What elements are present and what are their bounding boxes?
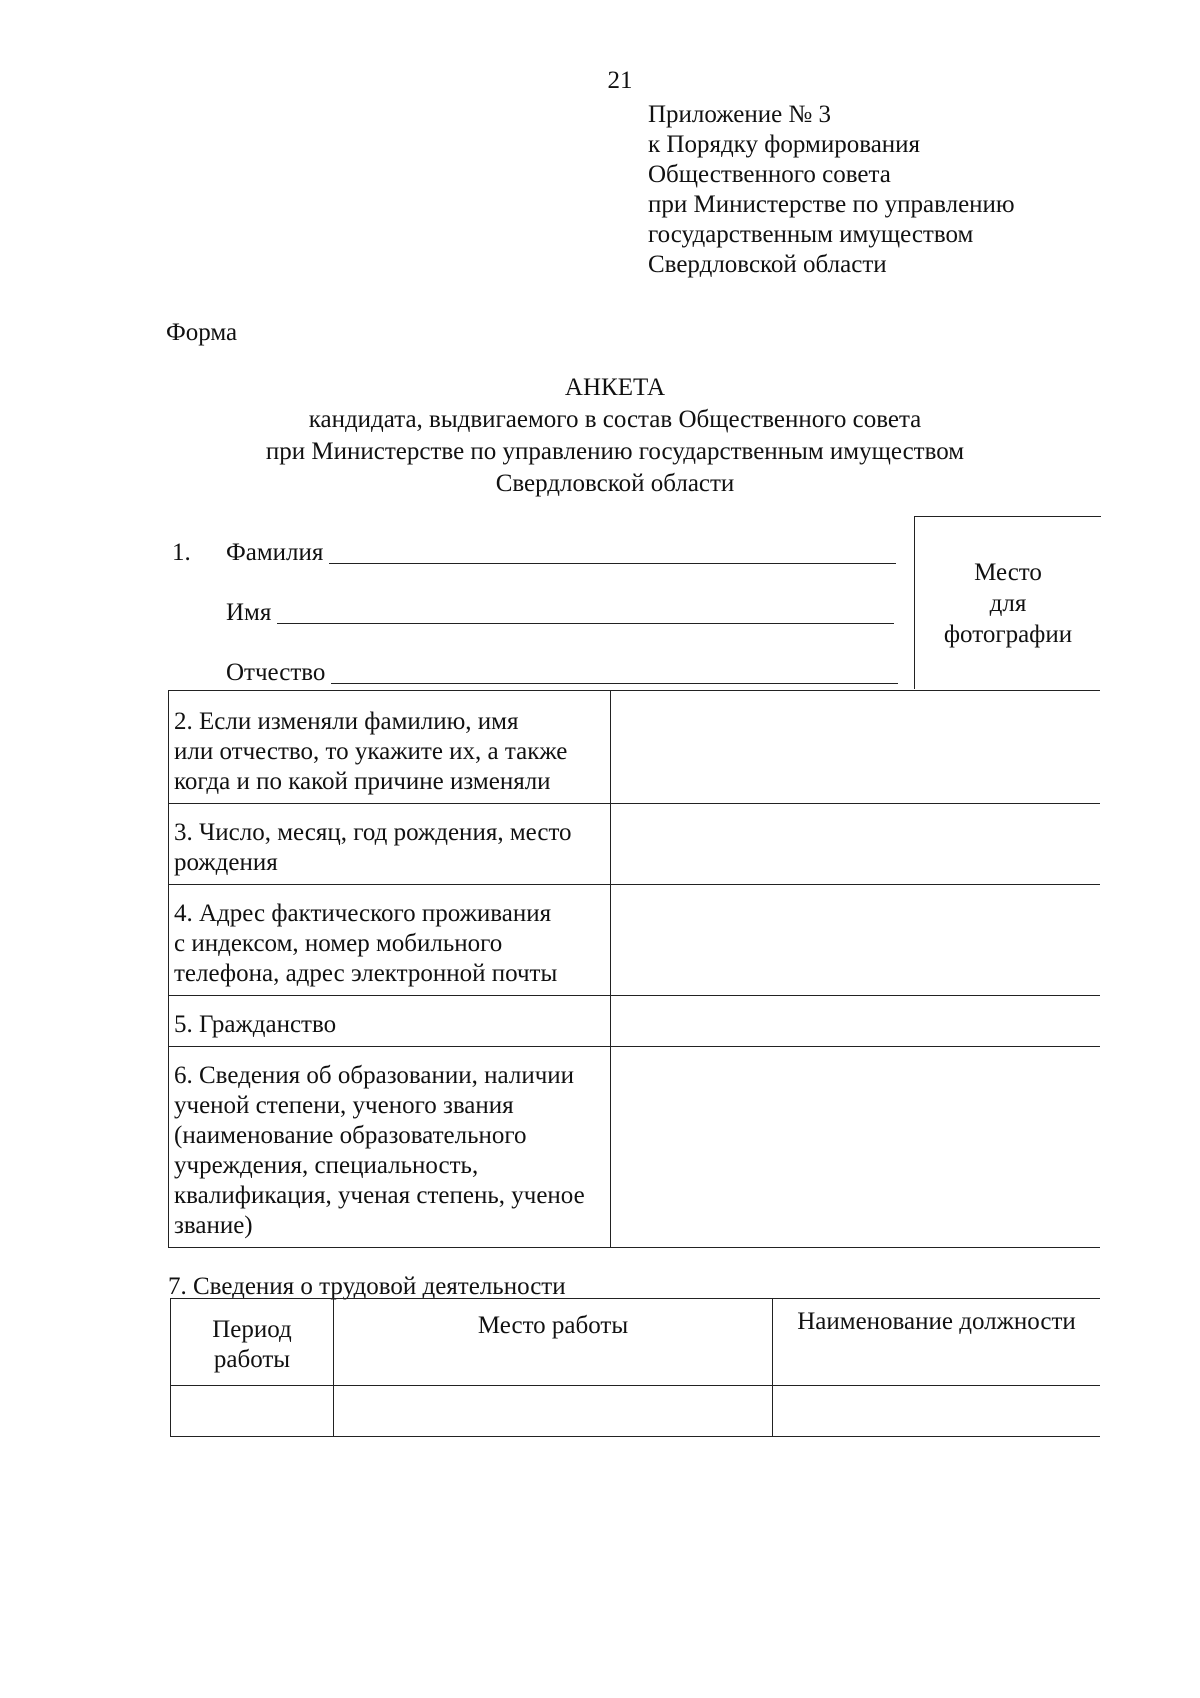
photo-label-line: фотографии — [943, 620, 1073, 648]
table-row — [171, 1386, 1101, 1437]
surname-row — [226, 538, 896, 568]
section-1-number: 1. — [172, 539, 191, 566]
surname-field[interactable] — [329, 541, 896, 564]
question-label: 6. Сведения об образовании, наличии ученой степени, ученого звания (наименование образовательного учреждения, специальность, квалификация, ученая степень, ученое звание) — [169, 1047, 611, 1248]
photo-label-line: Место — [974, 558, 1042, 586]
name-row — [226, 598, 894, 628]
question-label: 5. Гражданство — [169, 996, 611, 1047]
patronymic-label: Отчество — [226, 659, 326, 686]
appendix-line: при Министерстве по управлению — [648, 191, 1015, 218]
page-number: 21 — [607, 67, 633, 94]
form-label: Форма — [166, 319, 238, 346]
answer-cell[interactable] — [611, 885, 1101, 996]
answer-cell[interactable] — [611, 1047, 1101, 1248]
table-row — [169, 1047, 1101, 1248]
column-header-workplace: Место работы — [334, 1299, 773, 1386]
questionnaire-table — [168, 690, 1100, 1248]
column-header-period: Период работы — [171, 1299, 334, 1386]
table-header-row — [171, 1299, 1101, 1386]
question-label: 2. Если изменяли фамилию, имя или отчество, то укажите их, а также когда и по какой причине изменяли — [169, 691, 611, 804]
question-label: 4. Адрес фактического проживания с индексом, номер мобильного телефона, адрес электронной почты — [169, 885, 611, 996]
title-subtitle-line: Свердловской области — [495, 470, 735, 497]
appendix-line: Свердловской области — [648, 251, 887, 278]
column-header-position: Наименование должности — [773, 1299, 1101, 1386]
photo-label-line: для — [989, 589, 1027, 617]
title-subtitle-line: кандидата, выдвигаемого в состав Общественного совета — [308, 406, 922, 433]
appendix-line: к Порядку формирования — [648, 131, 921, 158]
answer-cell[interactable] — [611, 996, 1101, 1047]
appendix-line: государственным имуществом — [648, 221, 974, 248]
surname-label: Фамилия — [226, 539, 324, 566]
table-row — [169, 804, 1101, 885]
patronymic-row — [226, 658, 898, 688]
workplace-cell[interactable] — [334, 1386, 773, 1437]
position-cell[interactable] — [773, 1386, 1101, 1437]
period-cell[interactable] — [171, 1386, 334, 1437]
table-row — [169, 691, 1101, 804]
name-field[interactable] — [277, 601, 894, 624]
table-row — [169, 996, 1101, 1047]
question-label: 3. Число, месяц, год рождения, место рождения — [169, 804, 611, 885]
appendix-reference — [648, 100, 1015, 280]
answer-cell[interactable] — [611, 804, 1101, 885]
answer-cell[interactable] — [611, 691, 1101, 804]
appendix-line: Приложение № 3 — [648, 101, 832, 128]
name-label: Имя — [226, 599, 272, 626]
title-heading: АНКЕТА — [564, 374, 666, 401]
patronymic-field[interactable] — [331, 661, 898, 684]
work-history-title: 7. Сведения о трудовой деятельности — [168, 1273, 566, 1300]
title-subtitle-line: при Министерстве по управлению государственным имуществом — [265, 438, 965, 465]
table-row — [169, 885, 1101, 996]
appendix-line: Общественного совета — [648, 161, 891, 188]
photo-placeholder[interactable] — [914, 516, 1101, 689]
work-history-table — [170, 1298, 1100, 1437]
document-title — [160, 372, 1070, 500]
